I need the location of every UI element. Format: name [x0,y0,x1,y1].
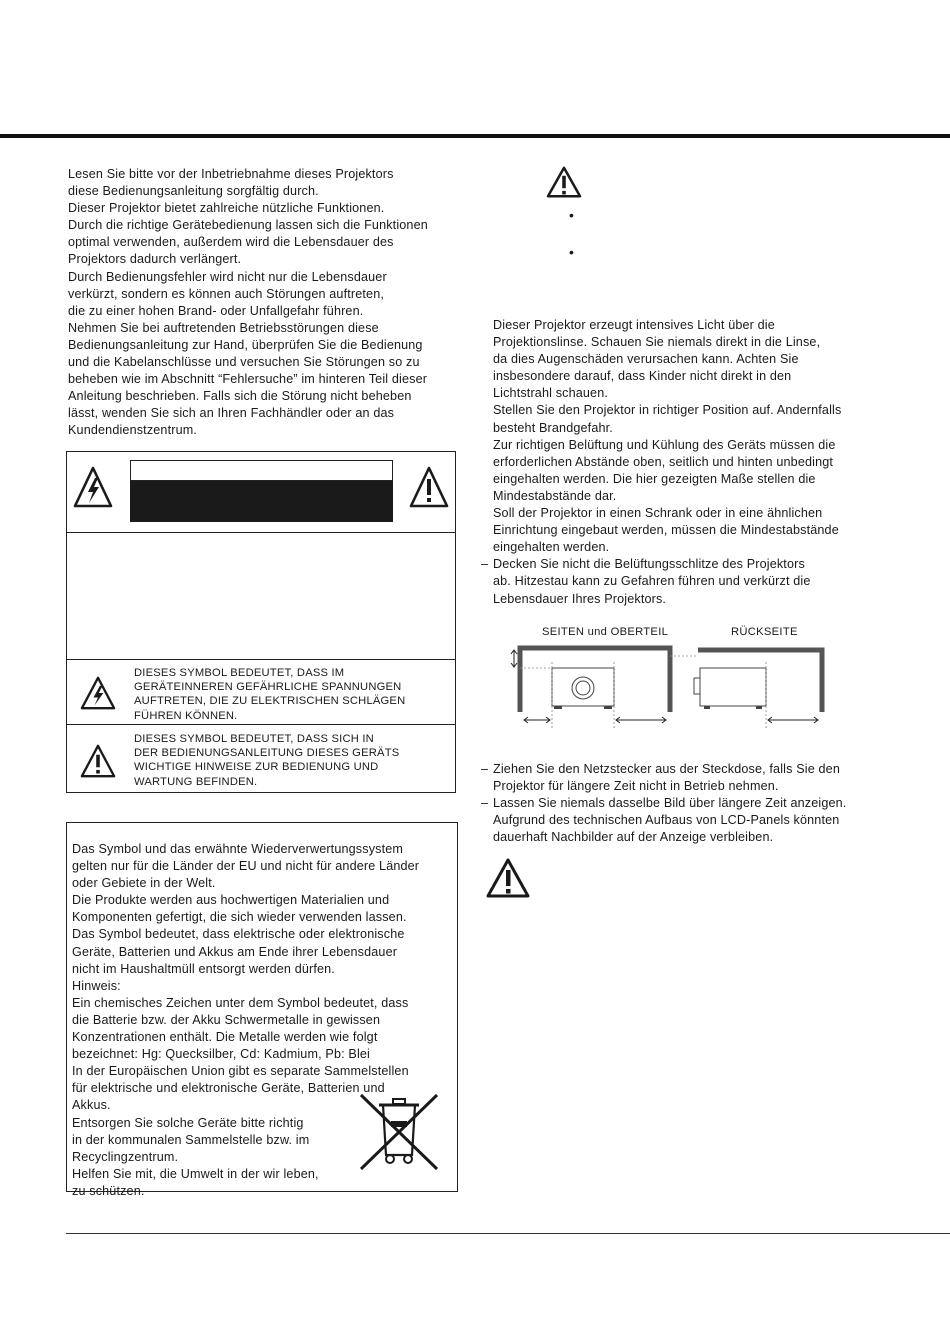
instruction-item [481,761,901,795]
lightning-triangle-icon [73,466,113,508]
text-line [481,488,901,505]
text-line [481,505,901,522]
text-line: DER BEDIENUNGSANLEITUNG DIESES GERÄTS [134,747,400,760]
text-line [481,471,901,488]
text-line [481,539,901,556]
text-line [481,368,901,385]
text-line: bezeichnet: Hg: Quecksilber, Cd: Kadmium, Pb: Blei [72,1047,370,1062]
exclamation-triangle-icon [486,858,530,898]
projector-rear-view [694,668,766,709]
text-line: die Batterie bzw. der Akku Schwermetalle in gewissen [72,1012,381,1027]
instruction-item [481,556,901,607]
text-line [481,317,901,334]
exclamation-triangle-icon [546,166,582,198]
text-line: Komponenten gefertigt, die sich wieder verwenden lassen. [72,910,407,925]
text-line: Helfen Sie mit, die Umwelt in der wir leben, [72,1166,319,1181]
text-line: GERÄTEINNEREN GEFÄHRLICHE SPANNUNGEN [134,681,402,694]
line-text: eingehalten werden. Die hier gezeigten Maße stellen die [493,471,816,486]
crossed-out-wheelie-bin-icon [355,1091,443,1173]
exclamation-triangle-icon [80,744,116,778]
text-line: diese Bedienungsanleitung sorgfältig durch. [68,184,319,199]
warning-header [67,452,455,533]
line-text: da dies Augenschäden verursachen kann. Achten Sie [493,352,799,367]
text-line: Durch die richtige Gerätebedienung lassen sich die Funktionen [68,218,428,233]
text-line [481,591,901,608]
line-text: Zur richtigen Belüftung und Kühlung des Geräts müssen die [493,437,836,452]
exclamation-triangle-icon [409,466,449,508]
eu-paragraph [72,841,419,892]
ventilation-clearance-diagram [506,626,836,746]
text-line: Hinweis: [72,978,121,993]
text-line: WARTUNG BEFINDEN. [134,775,258,788]
symbol-explanation-instructions [67,726,455,792]
text-line: Geräte, Batterien und Akkus am Ende ihrer Lebensdauer [72,944,398,959]
text-line: Die Produkte werden aus hochwertigen Materialien und [72,893,390,908]
symbol-voltage-text [134,666,405,723]
line-text: Einrichtung eingebaut werden, müssen die Mindestabstände [493,523,839,538]
text-line: zu schützen. [72,1183,145,1198]
text-line: oder Gebiete in der Welt. [72,876,216,891]
dash-marker: – [481,762,489,776]
line-text: Lassen Sie niemals dasselbe Bild über längere Zeit anzeigen. [493,796,847,811]
safety-instructions-block-1 [481,317,901,608]
text-line [481,522,901,539]
text-line [481,454,901,471]
warning-caption-box [130,460,393,481]
text-line [481,351,901,368]
text-line: DIESES SYMBOL BEDEUTET, DASS IM [134,667,345,679]
text-line [481,573,901,590]
text-line [481,437,901,454]
text-line [481,812,901,829]
line-text: Mindestabstände dar. [493,488,617,503]
dash-marker: – [481,796,489,811]
instruction-item [481,317,901,402]
text-line: Das Symbol bedeutet, dass elektrische oder elektronische [72,927,405,942]
line-text: eingehalten werden. [493,540,610,555]
text-line [481,795,901,812]
text-line: Lesen Sie bitte vor der Inbetriebnahme dieses Projektors [68,167,394,181]
text-line: Das Symbol und das erwähnte Wiederverwertungssystem [72,842,404,856]
text-line: lässt, wenden Sie sich an Ihren Fachhändler oder an das [68,406,395,421]
warning-title-box [130,481,393,522]
text-line [481,385,901,402]
text-line: In der Europäischen Union gibt es separate Sammelstellen [72,1064,409,1079]
text-line [481,334,901,351]
line-text: ab. Hitzestau kann zu Gefahren führen und verkürzt die [493,574,811,589]
text-line: Projektors dadurch verlängert. [68,252,242,267]
eu-paragraph [72,926,419,1114]
text-line: Entsorgen Sie solche Geräte bitte richtig [72,1115,304,1130]
text-line: Durch Bedienungsfehler wird nicht nur die Lebensdauer [68,269,387,284]
dash-marker: – [481,557,489,572]
text-line: verkürzt, sondern es können auch Störungen auftreten, [68,286,384,301]
line-text: insbesondere darauf, dass Kinder nicht direkt in den [493,369,792,384]
text-line: Akkus. [72,1098,111,1113]
top-rule [0,134,950,138]
eu-paragraph [72,892,419,926]
line-text: Soll der Projektor in einen Schrank oder in eine ähnlichen [493,506,823,521]
safety-instructions-block-2 [481,761,901,846]
line-text: Lebensdauer Ihres Projektors. [493,591,667,606]
text-line: in der kommunalen Sammelstelle bzw. im [72,1132,310,1147]
diagram-label-back: RÜCKSEITE [731,626,798,638]
text-line: optimal verwenden, außerdem wird die Lebensdauer des [68,235,394,250]
text-line [481,420,901,437]
bottom-rule [66,1233,950,1234]
line-text: Projektor für längere Zeit nicht in Betrieb nehmen. [493,779,779,794]
line-text: Dieser Projektor erzeugt intensives Licht über die [493,318,775,332]
diagram-label-side: SEITEN und OBERTEIL [542,626,669,638]
text-line: Bedienungsanleitung zur Hand, überprüfen Sie die Bedienung [68,337,423,352]
text-line: und die Kabelanschlüsse und versuchen Sie Störungen so zu [68,355,420,370]
line-text: Stellen Sie den Projektor in richtiger Position auf. Andernfalls [493,403,842,418]
intro-text [68,166,460,440]
warning-box [66,451,456,793]
lightning-triangle-icon [80,676,116,710]
instruction-item [481,437,901,505]
warning-body [67,533,455,660]
text-line: AUFTRETEN, DIE ZU ELEKTRISCHEN SCHLÄGEN [134,695,406,708]
text-line: Nehmen Sie bei auftretenden Betriebsstörungen diese [68,320,379,335]
symbol-instructions-text [134,732,399,789]
line-text: erforderlichen Abstände oben, seitlich und hinten unbedingt [493,454,834,469]
text-line [481,778,901,795]
text-line [481,402,901,419]
instruction-item [481,795,901,846]
text-line: Ein chemisches Zeichen unter dem Symbol bedeutet, dass [72,995,409,1010]
line-text: Aufgrund des technischen Aufbaus von LCD-Panels könnten [493,813,840,828]
text-line: beheben wie im Abschnitt “Fehlersuche” im hinteren Teil dieser [68,372,428,387]
text-line: Recyclingzentrum. [72,1149,179,1164]
symbol-explanation-voltage [67,660,455,725]
instruction-item [481,402,901,436]
text-line: DIESES SYMBOL BEDEUTET, DASS SICH IN [134,733,374,745]
text-line: gelten nur für die Länder der EU und nicht für andere Länder [72,859,420,874]
bullet-marker: • [569,244,574,260]
line-text: Lichtstrahl schauen. [493,386,609,401]
text-line: Kundendienstzentrum. [68,423,198,438]
text-line: WICHTIGE HINWEISE ZUR BEDIENUNG UND [134,761,379,774]
text-line: Dieser Projektor bietet zahlreiche nützliche Funktionen. [68,201,385,216]
text-line [481,761,901,778]
line-text: dauerhaft Nachbilder auf der Anzeige verbleiben. [493,830,774,845]
line-text: Ziehen Sie den Netzstecker aus der Steckdose, falls Sie den [493,762,840,776]
line-text: Decken Sie nicht die Belüftungsschlitze des Projektors [493,557,805,572]
text-line: die zu einer hohen Brand- oder Unfallgefahr führen. [68,303,364,318]
text-line: Anleitung beschrieben. Falls sich die Störung nicht beheben [68,389,412,404]
line-text: besteht Brandgefahr. [493,420,613,435]
projector-side-view [552,668,614,709]
line-text: Projektionslinse. Schauen Sie niemals direkt in die Linse, [493,335,821,350]
instruction-item [481,505,901,556]
bullet-marker: • [569,207,574,223]
text-line [481,556,901,573]
eu-recycling-box [66,822,458,1198]
text-line: nicht im Haushaltmüll entsorgt werden dürfen. [72,961,335,976]
text-line [481,829,901,846]
text-line: FÜHREN KÖNNEN. [134,709,238,722]
text-line: für elektrische und elektronische Geräte, Batterien und [72,1081,385,1096]
text-line: Konzentrationen enthält. Die Metalle werden wie folgt [72,1030,378,1045]
